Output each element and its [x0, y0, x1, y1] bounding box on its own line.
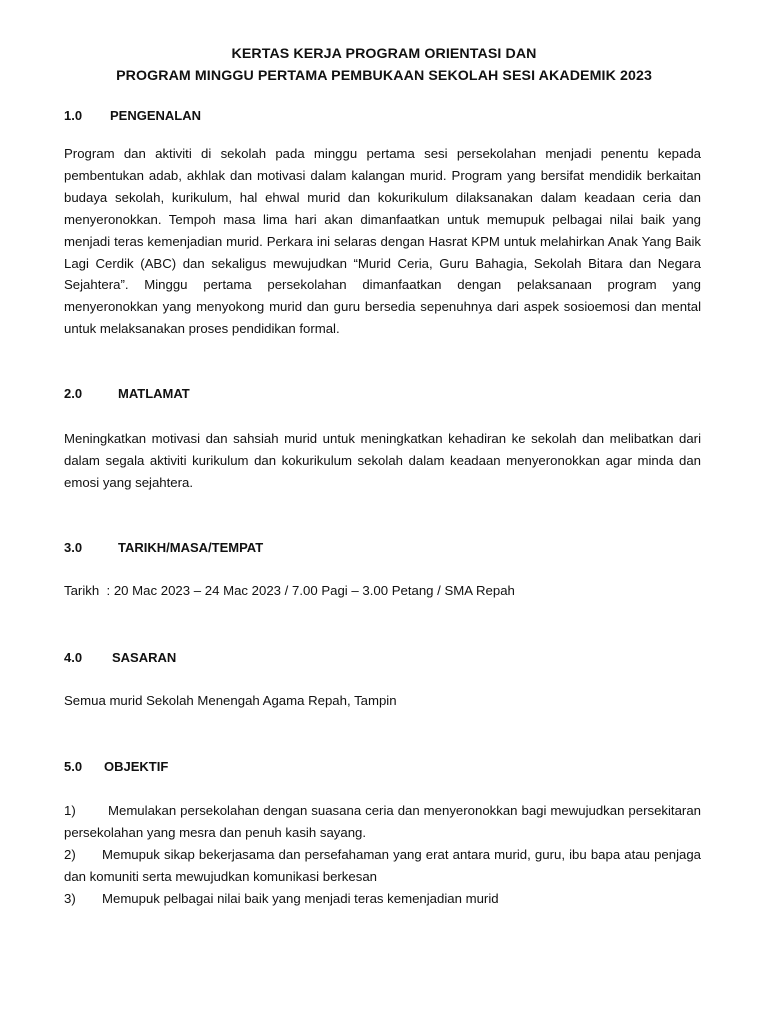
section-3-title: TARIKH/MASA/TEMPAT [118, 540, 264, 555]
section-1-number: 1.0 [64, 108, 83, 123]
section-4-title: SASARAN [112, 650, 177, 665]
section-3-date-line [64, 583, 515, 598]
objective-item-3 [64, 888, 701, 910]
document-title-line-1: KERTAS KERJA PROGRAM ORIENTASI DAN [231, 46, 537, 62]
section-1-heading [64, 108, 202, 123]
section-4-heading [64, 650, 177, 665]
objective-item-1 [64, 800, 701, 844]
section-5-heading [64, 759, 169, 774]
section-4-body: Semua murid Sekolah Menengah Agama Repah, Tampin [64, 693, 397, 708]
objective-text-1: Memulakan persekolahan dengan suasana ceria dan menyeronokkan bagi mewujudkan persekitaran persekolahan yang mesra dan penuh kasih sayang. [64, 803, 701, 840]
section-3-heading [64, 540, 264, 555]
section-2-body: Meningkatkan motivasi dan sahsiah murid untuk meningkatkan kehadiran ke sekolah dan melibatkan dari dalam segala aktiviti kurikulum dan kokurikulum sekolah dalam keadaan menyeronokkan agar minda dan emosi yang sejahtera. [64, 431, 701, 490]
section-2-heading [64, 386, 190, 401]
section-2-title: MATLAMAT [118, 386, 190, 401]
objective-number-2: 2) [64, 847, 76, 862]
objective-item-2 [64, 844, 701, 888]
section-5-number: 5.0 [64, 759, 83, 774]
section-4-number: 4.0 [64, 650, 83, 665]
objective-number-1: 1) [64, 803, 76, 818]
section-2-number: 2.0 [64, 386, 83, 401]
objective-text-3: Memupuk pelbagai nilai baik yang menjadi teras kemenjadian murid [102, 891, 499, 906]
objective-number-3: 3) [64, 891, 76, 906]
section-5-title: OBJEKTIF [104, 759, 169, 774]
date-value: : 20 Mac 2023 – 24 Mac 2023 / 7.00 Pagi – 3.00 Petang / SMA Repah [106, 583, 515, 598]
objective-text-2: Memupuk sikap bekerjasama dan persefahaman yang erat antara murid, guru, ibu bapa atau penjaga dan komuniti serta mewujudkan komunikasi berkesan [64, 847, 701, 884]
section-3-number: 3.0 [64, 540, 83, 555]
document-title-line-2: PROGRAM MINGGU PERTAMA PEMBUKAAN SEKOLAH SESI AKADEMIK 2023 [116, 68, 652, 84]
section-1-body: Program dan aktiviti di sekolah pada minggu pertama sesi persekolahan menjadi penentu kepada pembentukan adab, akhlak dan motivasi dalam kalangan murid. Program yang bersifat mendidik berkaitan budaya sekolah, kurikulum, hal ehwal murid dan kokurikulum dilaksanakan dalam keadaan ceria dan menyeronokkan. Tempoh masa lima hari akan dimanfaatkan untuk memupuk pelbagai nilai baik yang menjadi teras kemenjadian murid. Perkara ini selaras dengan Hasrat KPM untuk melahirkan Anak Yang Baik Lagi Cerdik (ABC) dan sekaligus mewujudkan “Murid Ceria, Guru Bahagia, Sekolah Bitara dan Negara Sejahtera”. Minggu pertama persekolahan dimanfaatkan dengan pelaksanaan program yang menyeronokkan yang menyokong murid dan guru bersedia sepenuhnya dari aspek sosioemosi dan mental untuk melaksanakan proses pendidikan formal. [64, 146, 701, 337]
section-1-title: PENGENALAN [110, 108, 202, 123]
date-label: Tarikh [64, 583, 100, 598]
